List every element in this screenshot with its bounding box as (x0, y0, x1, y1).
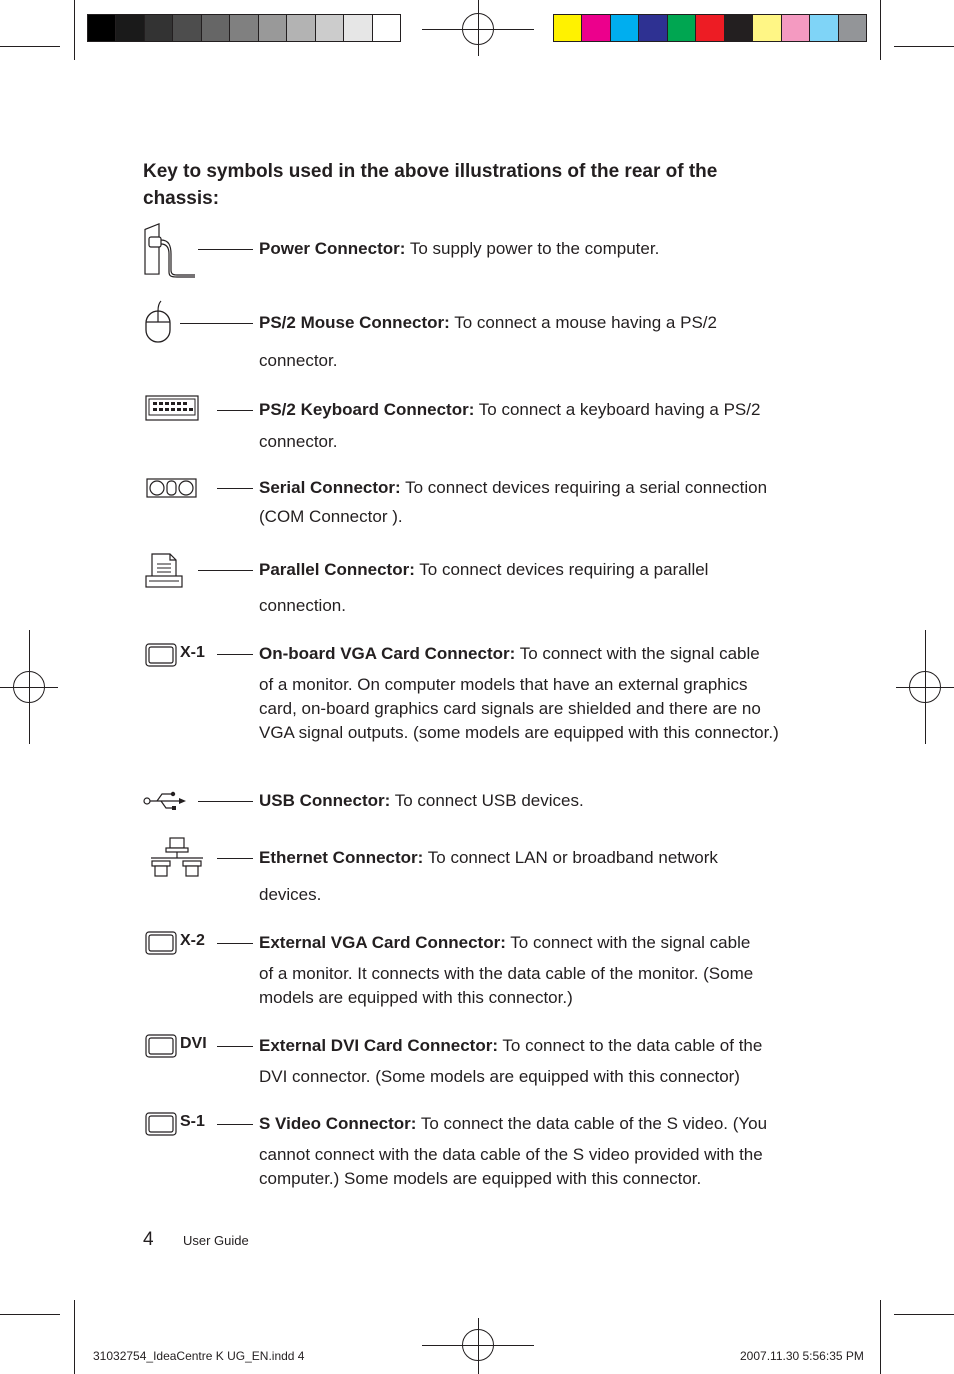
entry-title: Serial Connector: (259, 478, 401, 497)
entry-ps2-keyboard-connector (259, 398, 799, 454)
gray-swatch (173, 15, 201, 41)
monitor-icon (145, 643, 177, 667)
grayscale-bar (87, 14, 401, 42)
entry-title: Ethernet Connector: (259, 848, 424, 867)
usb-icon (143, 790, 187, 812)
entry-ethernet-connector (259, 846, 799, 907)
color-swatch (725, 15, 753, 41)
serial-port-icon (146, 478, 197, 498)
gray-swatch (344, 15, 372, 41)
entry-description-cont: DVI connector. (Some models are equipped with this connector) (259, 1067, 740, 1086)
entry-serial-connector (259, 476, 799, 529)
entry-description: To connect the data cable of the S video. (You (420, 1114, 768, 1133)
section-heading: Key to symbols used in the above illustrations of the rear of the chassis: (143, 161, 718, 209)
color-swatch (582, 15, 610, 41)
crop-mark (74, 0, 75, 60)
entry-description: To connect with the signal cable (510, 933, 751, 952)
entry-description-cont: cannot connect with the data cable of the S video provided with the computer.) Some models are equipped with this connector. (259, 1145, 763, 1188)
entry-onboard-vga-connector (259, 642, 799, 745)
entry-title: On-board VGA Card Connector: (259, 644, 516, 663)
color-swatch (782, 15, 810, 41)
gray-swatch (287, 15, 315, 41)
entry-s-video-connector (259, 1112, 799, 1191)
gray-swatch (116, 15, 144, 41)
entry-description: To connect LAN or broadband network (427, 848, 718, 867)
mouse-icon (144, 300, 174, 344)
entry-description-cont: connector. (259, 351, 338, 370)
gray-swatch (88, 15, 116, 41)
crop-mark (880, 0, 881, 60)
entry-description: To connect devices requiring a serial connection (405, 478, 768, 497)
color-swatch (639, 15, 667, 41)
monitor-icon (145, 1112, 177, 1136)
entry-power-connector (259, 237, 799, 261)
crop-mark (894, 1314, 954, 1315)
crop-mark (0, 1314, 60, 1315)
connector-tag: DVI (180, 1035, 207, 1052)
entry-external-vga-connector (259, 931, 799, 1010)
printer-icon (145, 552, 183, 588)
entry-usb-connector (259, 789, 799, 813)
gray-swatch (145, 15, 173, 41)
color-swatch (668, 15, 696, 41)
entry-title: Parallel Connector: (259, 560, 415, 579)
entry-description: To connect with the signal cable (519, 644, 760, 663)
entry-ps2-mouse-connector (259, 311, 799, 373)
entry-description: To connect devices requiring a parallel (419, 560, 709, 579)
running-title: User Guide (183, 1233, 249, 1248)
color-swatch (753, 15, 781, 41)
entry-title: External DVI Card Connector: (259, 1036, 498, 1055)
entry-title: Power Connector: (259, 239, 406, 258)
color-swatch (554, 15, 582, 41)
gray-swatch (202, 15, 230, 41)
entry-title: USB Connector: (259, 791, 391, 810)
power-plug-icon (143, 222, 197, 278)
entry-parallel-connector (259, 558, 799, 618)
entry-description-cont: of a monitor. On computer models that have an external graphics card, on-board graphics card signals are shielded and there are no VGA signal outputs. (some models are equipped with this connector.) (259, 675, 779, 742)
connector-tag: X-2 (180, 932, 205, 949)
crop-mark (894, 46, 954, 47)
connector-tag: X-1 (180, 644, 205, 661)
entry-description: To connect a keyboard having a PS/2 (478, 400, 761, 419)
network-icon (150, 836, 204, 878)
monitor-icon (145, 931, 177, 955)
keyboard-icon (145, 395, 199, 421)
crop-mark (74, 1300, 75, 1374)
crop-mark (880, 1300, 881, 1374)
entry-description: To connect to the data cable of the (502, 1036, 763, 1055)
entry-description-cont: of a monitor. It connects with the data cable of the monitor. (Some models are equipped with this connector.) (259, 964, 754, 1007)
entry-title: PS/2 Mouse Connector: (259, 313, 450, 332)
entry-description: To connect USB devices. (394, 791, 584, 810)
gray-swatch (230, 15, 258, 41)
color-swatch (810, 15, 838, 41)
slug-filename: 31032754_IdeaCentre K UG_EN.indd 4 (93, 1349, 305, 1363)
entry-title: External VGA Card Connector: (259, 933, 506, 952)
entry-description: To connect a mouse having a PS/2 (454, 313, 717, 332)
gray-swatch (259, 15, 287, 41)
gray-swatch (373, 15, 400, 41)
color-swatch (696, 15, 724, 41)
entry-title: PS/2 Keyboard Connector: (259, 400, 475, 419)
entry-external-dvi-connector (259, 1034, 799, 1089)
entry-description: To supply power to the computer. (409, 239, 660, 258)
monitor-icon (145, 1034, 177, 1058)
color-swatch (839, 15, 866, 41)
entry-description-cont: devices. (259, 885, 322, 904)
slug-timestamp: 2007.11.30 5:56:35 PM (740, 1349, 864, 1363)
crop-mark (0, 46, 60, 47)
entry-title: S Video Connector: (259, 1114, 417, 1133)
entry-description-cont: connection. (259, 596, 346, 615)
entry-description-cont: (COM Connector ). (259, 507, 403, 526)
connector-tag: S-1 (180, 1113, 205, 1130)
gray-swatch (316, 15, 344, 41)
entry-description-cont: connector. (259, 432, 338, 451)
color-calibration-bar (553, 14, 867, 42)
color-swatch (611, 15, 639, 41)
page-number: 4 (143, 1229, 154, 1250)
